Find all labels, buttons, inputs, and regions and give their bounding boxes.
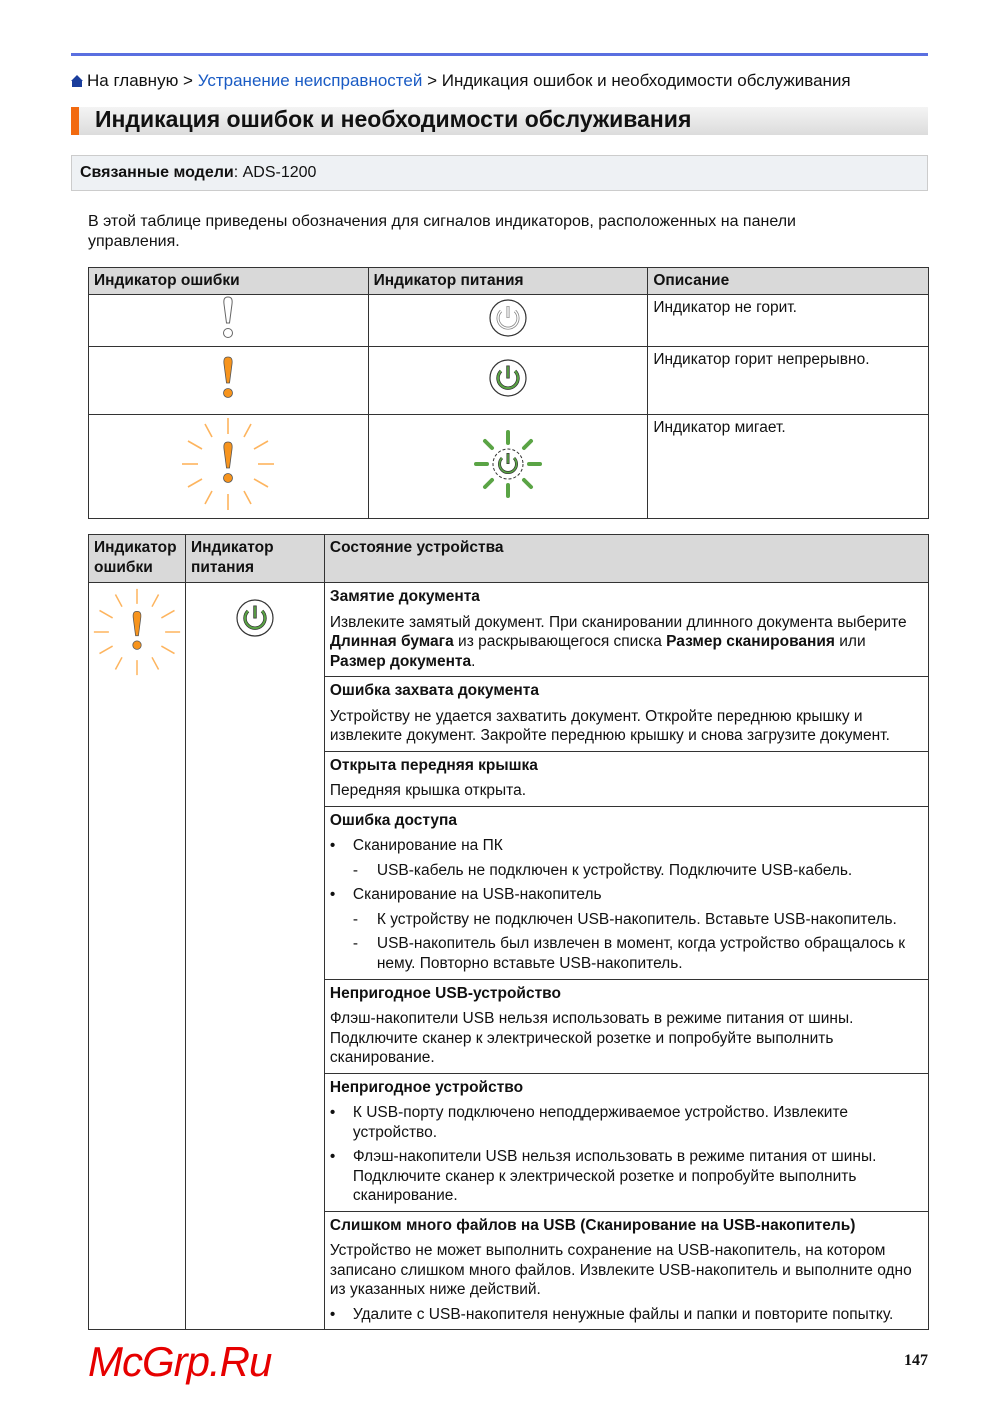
error-cell: [89, 347, 369, 415]
watermark: McGrp.Ru: [88, 1338, 272, 1385]
bullet-text: Флэш-накопители USB нельзя использовать в режиме питания от шины. Подключите сканер к электрической розетке и попробуйте выполнить сканирование.: [352, 1148, 877, 1204]
scan-size-option: Размер сканирования: [666, 633, 835, 650]
power-cell: [185, 583, 324, 1330]
bullet-item: [330, 836, 923, 856]
bullet-marker: •: [329, 886, 336, 903]
breadcrumb: [71, 71, 851, 91]
indicator-legend-table: [88, 267, 929, 519]
column-header: Индикатор питания: [368, 268, 648, 295]
description-cell: Индикатор мигает.: [648, 415, 929, 519]
dash-item: [330, 934, 923, 973]
table-row: [89, 415, 929, 519]
dash-text: К устройству не подключен USB-накопитель. Вставьте USB-накопитель.: [376, 910, 897, 928]
long-paper-option: Длинная бумага: [329, 633, 454, 650]
page-number: 147: [904, 1352, 928, 1369]
bullet-item: [330, 1305, 923, 1325]
status-section-document-jam: [324, 583, 928, 677]
dash-marker: -: [352, 861, 359, 879]
error-off-icon: [218, 295, 238, 341]
dash-text: USB-кабель не подключен к устройству. Подключите USB-кабель.: [376, 861, 853, 879]
text: из раскрывающегося списка: [453, 633, 667, 650]
bullet-marker: •: [329, 1104, 336, 1121]
bullet-marker: •: [329, 837, 336, 854]
section-title: Ошибка захвата документа: [329, 682, 539, 699]
power-on-icon: [235, 598, 275, 638]
title-accent: [71, 107, 79, 135]
column-header: Индикатор ошибки: [89, 535, 186, 583]
table-row: [89, 347, 929, 415]
text: или: [834, 633, 866, 650]
section-title: Непригодное устройство: [329, 1078, 524, 1096]
colon: :: [233, 164, 243, 181]
dash-item: [330, 910, 923, 930]
table-row: [89, 583, 929, 677]
bullet-text: Удалите с USB-накопителя ненужные файлы и папки и повторите попытку.: [352, 1305, 894, 1323]
error-cell: [89, 415, 369, 519]
bullet-text: Сканирование на USB-накопитель: [352, 886, 602, 903]
section-text: [330, 613, 923, 672]
section-text: Устройство не может выполнить сохранение на USB-накопитель, на котором записано слишком много файлов. Извлеките USB-накопитель и выполните одно из указанных ниже действий.: [329, 1242, 912, 1298]
bullet-text: К USB-порту подключено неподдерживаемое устройство. Извлеките устройство.: [352, 1104, 849, 1141]
status-section-unusable-device: [324, 1073, 928, 1211]
breadcrumb-separator: >: [178, 71, 198, 90]
dash-item: [330, 861, 923, 881]
error-cell: [89, 583, 186, 1330]
description-cell: Индикатор горит непрерывно.: [648, 347, 929, 415]
status-section-cover-open: [324, 751, 928, 806]
column-header: Индикатор питания: [185, 535, 324, 583]
power-cell: [368, 294, 648, 347]
error-blink-icon: [180, 416, 276, 512]
section-title: Замятие документа: [329, 588, 480, 605]
error-cell: [89, 294, 369, 347]
power-cell: [368, 347, 648, 415]
bullet-text: Сканирование на ПК: [352, 837, 503, 854]
text: Извлеките замятый документ. При сканировании длинного документа выберите: [329, 613, 907, 631]
dash-marker: -: [352, 910, 359, 928]
section-text: Флэш-накопители USB нельзя использовать в режиме питания от шины. Подключите сканер к электрической розетке и попробуйте выполнить сканирование.: [329, 1010, 854, 1066]
breadcrumb-troubleshooting-link[interactable]: Устранение неисправностей: [197, 71, 423, 90]
power-cell: [368, 415, 648, 519]
power-on-icon: [488, 358, 528, 398]
table-header-row: [89, 535, 929, 583]
column-header: Состояние устройства: [324, 535, 928, 583]
column-header: Описание: [648, 268, 929, 295]
section-title: Открыта передняя крышка: [329, 756, 538, 774]
breadcrumb-separator: >: [422, 71, 442, 90]
section-text: Устройству не удается захватить документ. Откройте переднюю крышку и извлеките документ. Закройте переднюю крышку и снова загрузите документ.: [329, 707, 890, 744]
status-section-feed-error: [324, 677, 928, 752]
section-title: Непригодное USB-устройство: [329, 984, 561, 1002]
top-rule: [71, 53, 928, 56]
page-title: Индикация ошибок и необходимости обслуживания: [95, 106, 692, 132]
title-bar: [71, 107, 928, 135]
device-status-table: [88, 534, 929, 1330]
intro-text: В этой таблице приведены обозначения для сигналов индикаторов, расположенных на панели управления.: [88, 213, 796, 250]
power-blink-icon: [473, 429, 543, 499]
status-section-unusable-usb: [324, 979, 928, 1073]
breadcrumb-home[interactable]: На главную: [87, 71, 179, 90]
section-title: Ошибка доступа: [329, 811, 457, 829]
home-icon: [71, 74, 83, 87]
status-section-too-many-files: [324, 1211, 928, 1330]
document-size-option: Размер документа: [329, 652, 472, 670]
bullet-item: [330, 1147, 923, 1206]
table-row: [89, 294, 929, 347]
section-text: Передняя крышка открыта.: [329, 782, 527, 799]
dash-marker: -: [352, 935, 359, 952]
dash-text: USB-накопитель был извлечен в момент, когда устройство обращалось к нему. Повторно вставьте USB-накопитель.: [376, 935, 906, 972]
breadcrumb-current: Индикация ошибок и необходимости обслуживания: [441, 71, 851, 90]
table-header-row: [89, 268, 929, 295]
related-models: [71, 155, 928, 191]
section-title: Слишком много файлов на USB (Сканирование на USB-накопитель): [329, 1216, 856, 1234]
power-off-icon: [488, 298, 528, 338]
text: .: [471, 652, 476, 670]
column-header: Индикатор ошибки: [89, 268, 369, 295]
status-section-access-error: [324, 806, 928, 979]
description-cell: Индикатор не горит.: [648, 294, 929, 347]
bullet-marker: •: [329, 1305, 336, 1323]
error-on-icon: [218, 355, 238, 401]
related-models-value: ADS-1200: [242, 164, 317, 181]
bullet-item: [330, 1103, 923, 1142]
related-models-label: Связанные модели: [80, 164, 234, 181]
error-blink-icon: [92, 587, 182, 677]
bullet-item: [330, 885, 923, 905]
bullet-marker: •: [329, 1148, 336, 1165]
